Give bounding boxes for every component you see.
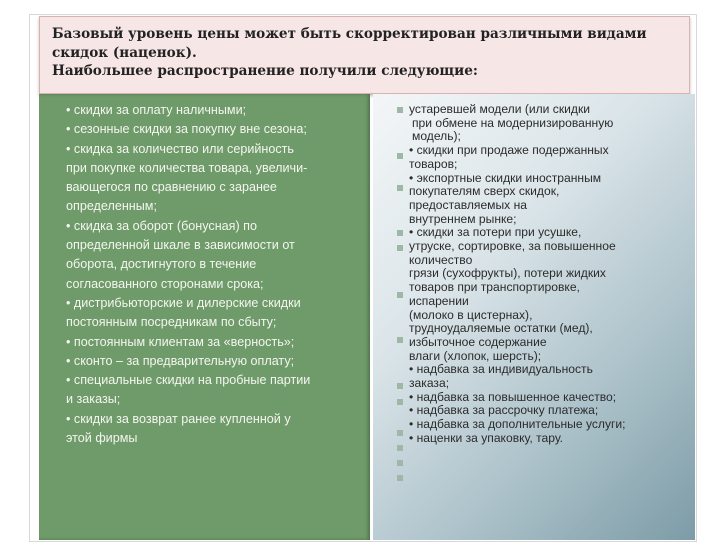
list-item: модель);	[412, 129, 461, 144]
square-bullet-icon	[397, 475, 403, 481]
list-item: • скидки за возврат ранее купленной у	[66, 411, 291, 426]
list-item: • скидки при продаже подержанных	[409, 143, 609, 158]
list-item: заказа;	[409, 376, 450, 391]
list-item: определенным;	[66, 199, 157, 214]
left-discount-list	[66, 101, 364, 448]
list-item: испарении	[409, 293, 469, 308]
list-item: трудноудаляемые остатки (мед),	[409, 321, 593, 336]
list-item: • сконто – за предварительную оплату;	[66, 353, 295, 368]
list-item: товаров при транспортировке,	[409, 280, 580, 295]
list-item: покупателям сверх скидок,	[409, 184, 560, 199]
list-item: • дистрибьюторские и дилерские скидки	[66, 295, 301, 310]
right-discount-list	[409, 103, 626, 446]
square-bullet-icon	[397, 185, 403, 191]
list-item: • надбавка за повышенное качество;	[409, 389, 617, 404]
list-item: • специальные скидки на пробные партии	[66, 373, 311, 388]
header-line: Базовый уровень цены может быть скорректирован различными видами	[52, 26, 647, 42]
list-item: влаги (хлопок, шерсть);	[409, 348, 542, 363]
list-item: • надбавка за дополнительные услуги;	[409, 417, 626, 432]
list-item: • надбавка за рассрочку платежа;	[409, 403, 599, 418]
list-item: избыточное содержание	[409, 334, 547, 349]
list-item: грязи (сухофрукты), потери жидких	[409, 266, 606, 281]
header-line: скидок (наценок).	[52, 44, 197, 61]
list-item: количество	[409, 252, 473, 267]
list-item: при обмене на модернизированную	[412, 115, 614, 130]
square-bullet-icon	[397, 230, 403, 236]
square-bullet-icon	[397, 245, 403, 251]
list-item: вающегося по сравнению с заранее	[66, 180, 277, 195]
square-bullet-icon	[397, 445, 403, 451]
list-item: • постоянным клиентам за «верность»;	[66, 334, 295, 349]
list-item: • скидки за оплату наличными;	[66, 103, 247, 117]
list-item: постоянным посредникам по сбыту;	[66, 315, 277, 330]
list-item: внутреннем рынке;	[409, 211, 517, 226]
list-item: утруске, сортировке, за повышенное	[409, 239, 616, 254]
square-bullet-icon	[397, 383, 403, 389]
list-item: устаревшей модели (или скидки	[409, 102, 590, 116]
list-item: этой фирмы	[66, 431, 138, 446]
square-bullet-icon	[397, 460, 403, 466]
square-bullet-icon	[397, 153, 403, 159]
square-bullet-icon	[397, 399, 403, 405]
list-item: • экспортные скидки иностранным	[409, 170, 602, 185]
list-item: • надбавка за индивидуальность	[409, 362, 593, 377]
list-item: • скидки за потери при усушке,	[409, 225, 582, 240]
list-item: • сезонные скидки за покупку вне сезона;	[66, 122, 307, 137]
slide-header	[39, 16, 690, 94]
square-bullet-icon	[397, 292, 403, 298]
list-item: предоставляемых на	[409, 197, 527, 212]
list-item: оборота, достигнутого в течение	[66, 257, 257, 272]
list-item: согласованного сторонами срока;	[66, 276, 264, 291]
list-item: • скидка за количество или серийность	[66, 141, 294, 156]
list-item: • скидка за оборот (бонусная) по	[66, 218, 257, 233]
list-item: • наценки за упаковку, тару.	[409, 430, 564, 445]
square-bullet-icon	[397, 337, 403, 343]
list-item: (молоко в цистернах),	[409, 307, 533, 322]
square-bullet-icon	[397, 107, 403, 113]
header-line: Наибольшее распространение получили следующие:	[52, 63, 478, 79]
list-item: при покупке количества товара, увеличи-	[66, 160, 308, 175]
square-bullet-icon	[397, 430, 403, 436]
list-item: и заказы;	[66, 392, 121, 407]
list-item: определенной шкале в зависимости от	[66, 238, 295, 253]
list-item: товаров;	[409, 156, 458, 171]
